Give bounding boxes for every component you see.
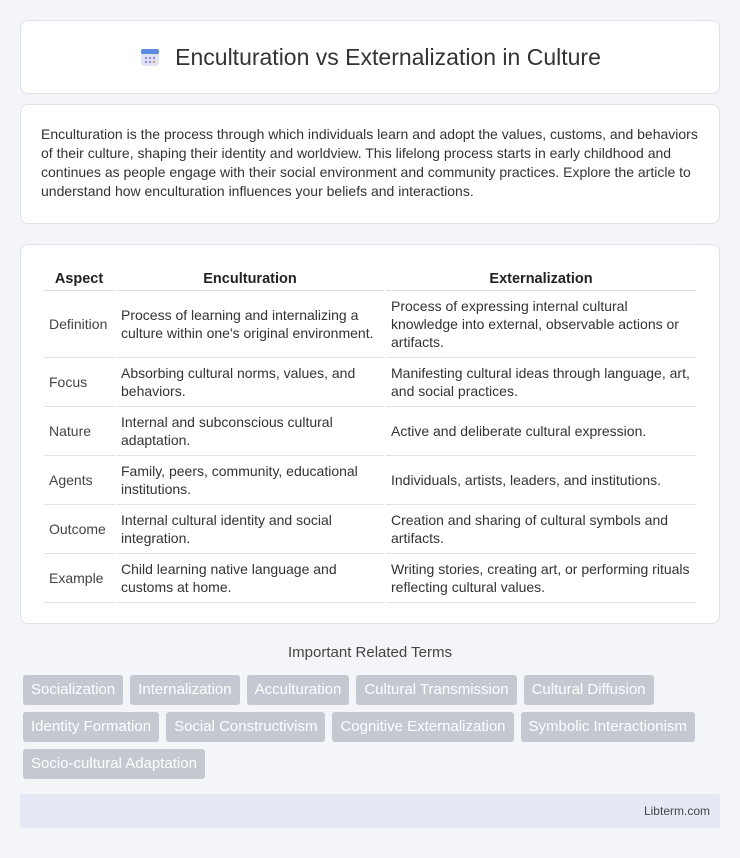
table-row — [44, 358, 696, 407]
row-aspect: Definition — [44, 291, 114, 358]
row-aspect: Example — [44, 554, 114, 603]
table-row — [44, 505, 696, 554]
related-term-tag[interactable]: Socio-cultural Adaptation — [23, 749, 205, 779]
row-enculturation: Internal and subconscious cultural adaptation. — [116, 407, 384, 456]
related-term-tag[interactable]: Cultural Diffusion — [524, 675, 654, 705]
row-enculturation: Process of learning and internalizing a culture within one's original environment. — [116, 291, 384, 358]
related-term-tag[interactable]: Cultural Transmission — [356, 675, 516, 705]
intro-card — [20, 104, 720, 224]
row-externalization: Process of expressing internal cultural knowledge into external, observable actions or artifacts. — [386, 291, 696, 358]
row-externalization: Creation and sharing of cultural symbols and artifacts. — [386, 505, 696, 554]
row-enculturation: Internal cultural identity and social integration. — [116, 505, 384, 554]
header-aspect: Aspect — [44, 265, 114, 291]
related-term-tag[interactable]: Identity Formation — [23, 712, 159, 742]
related-terms-title: Important Related Terms — [288, 644, 452, 661]
header-externalization: Externalization — [386, 265, 696, 291]
intro-text: Enculturation is the process through which individuals learn and adopt the values, customs, and behaviors of their culture, shaping their identity and worldview. This lifelong process starts in early childhood and continues as people engage with their social environment and community practices. Explore the article to understand how enculturation influences your beliefs and interactions. — [41, 126, 698, 199]
related-term-tag[interactable]: Cognitive Externalization — [332, 712, 513, 742]
table-header-row — [44, 265, 696, 291]
row-aspect: Outcome — [44, 505, 114, 554]
comparison-table — [42, 265, 698, 603]
row-aspect: Focus — [44, 358, 114, 407]
row-aspect: Agents — [44, 456, 114, 505]
comparison-table-card — [20, 244, 720, 624]
row-externalization: Active and deliberate cultural expression. — [386, 407, 696, 456]
related-term-tag[interactable]: Acculturation — [247, 675, 350, 705]
row-externalization: Manifesting cultural ideas through language, art, and social practices. — [386, 358, 696, 407]
title-card — [20, 20, 720, 94]
calendar-icon — [139, 46, 161, 68]
related-terms-list — [20, 675, 720, 779]
row-externalization: Individuals, artists, leaders, and institutions. — [386, 456, 696, 505]
related-terms-section — [20, 644, 720, 779]
row-externalization: Writing stories, creating art, or performing rituals reflecting cultural values. — [386, 554, 696, 603]
table-row — [44, 291, 696, 358]
table-row — [44, 456, 696, 505]
header-enculturation: Enculturation — [116, 265, 384, 291]
footer-site-link[interactable]: Libterm.com — [643, 804, 710, 818]
row-aspect: Nature — [44, 407, 114, 456]
row-enculturation: Family, peers, community, educational institutions. — [116, 456, 384, 505]
table-row — [44, 407, 696, 456]
footer — [20, 794, 720, 828]
related-term-tag[interactable]: Internalization — [130, 675, 239, 705]
related-term-tag[interactable]: Socialization — [23, 675, 123, 705]
row-enculturation: Child learning native language and customs at home. — [116, 554, 384, 603]
related-term-tag[interactable]: Symbolic Interactionism — [521, 712, 695, 742]
table-row — [44, 554, 696, 603]
page-title: Enculturation vs Externalization in Culture — [175, 43, 601, 70]
related-term-tag[interactable]: Social Constructivism — [166, 712, 325, 742]
row-enculturation: Absorbing cultural norms, values, and behaviors. — [116, 358, 384, 407]
